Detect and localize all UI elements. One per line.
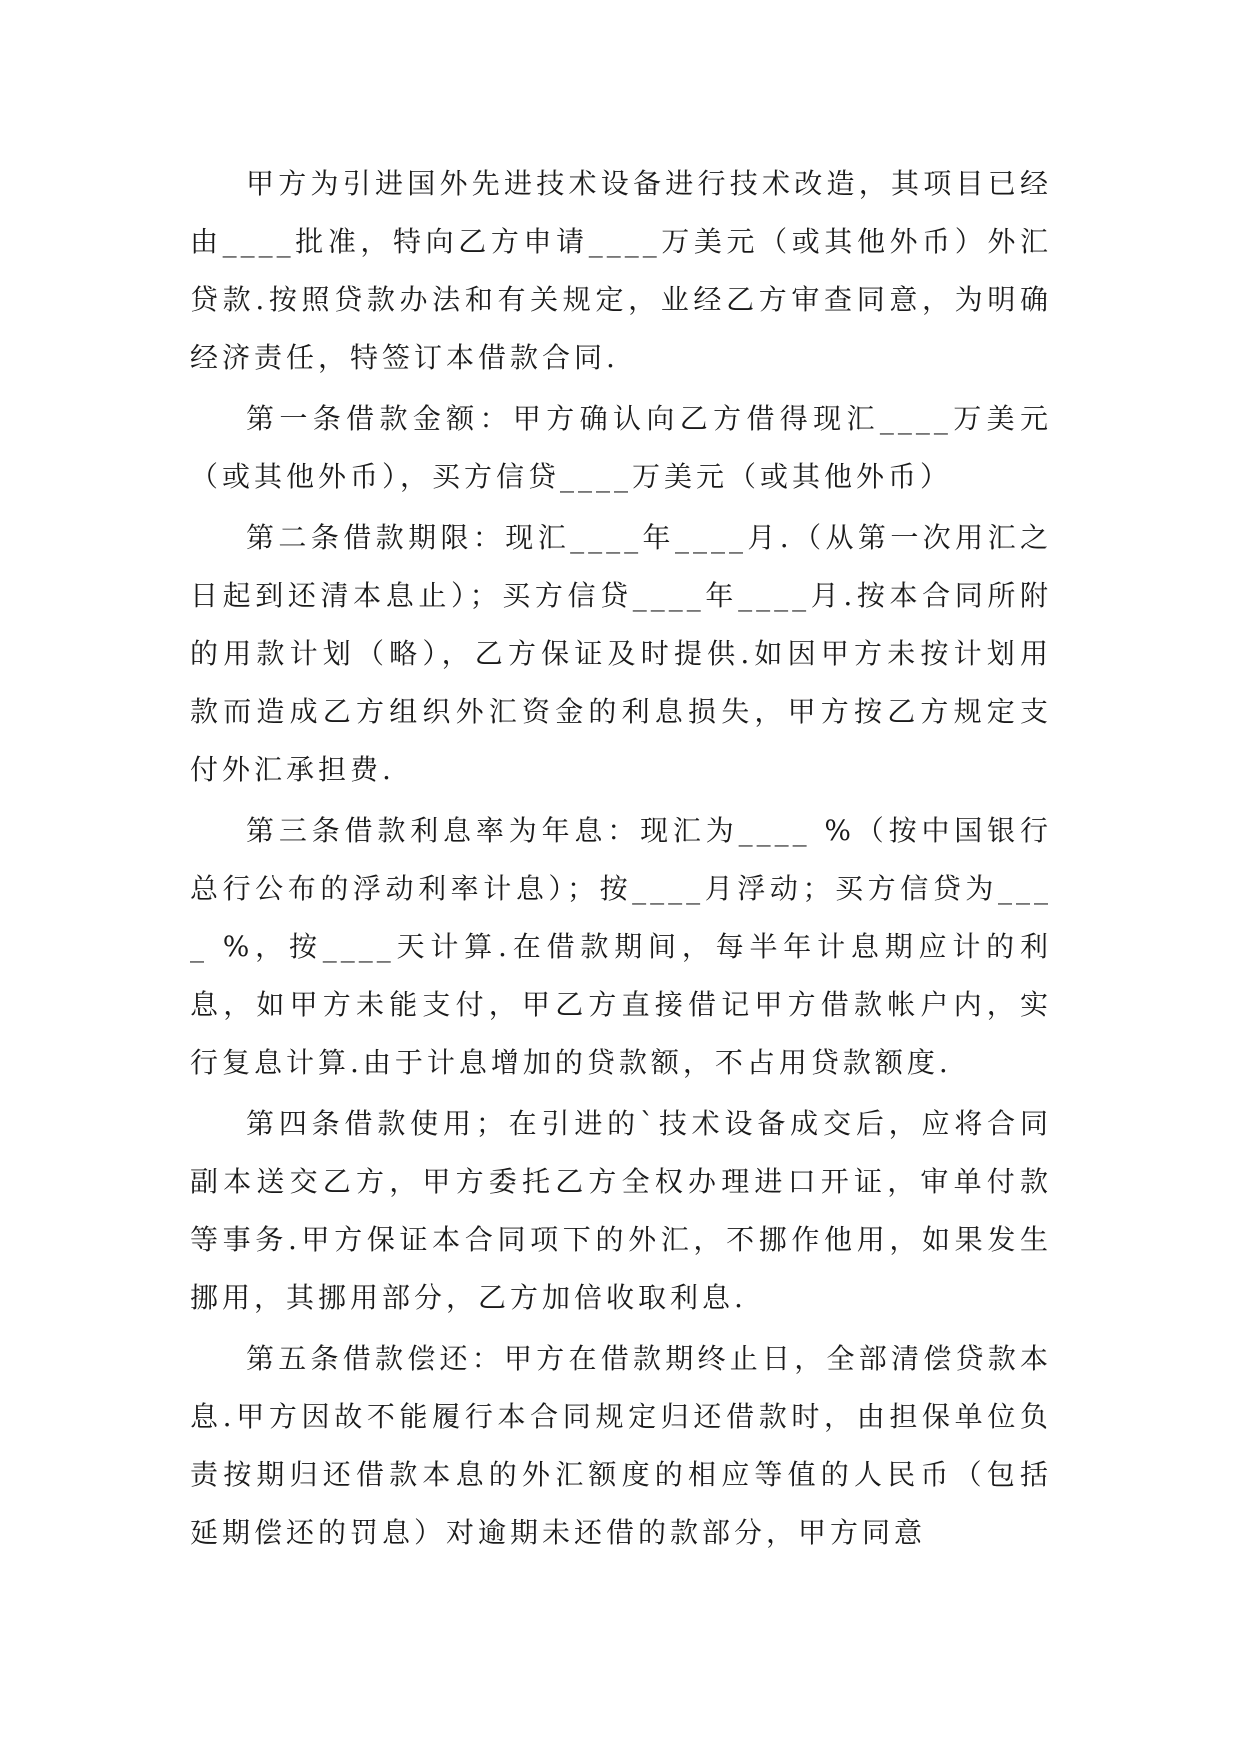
paragraph-article-2: 第二条借款期限：现汇____年____月.（从第一次用汇之日起到还清本息止）；买方信贷____年____月.按本合同所附的用款计划（略），乙方保证及时提供.如因甲方未按计划用款而造成乙方组织外汇资金的利息损失，甲方按乙方规定支付外汇承担费.	[190, 521, 1052, 786]
paragraph-preamble: 甲方为引进国外先进技术设备进行技术改造，其项目已经由____批准，特向乙方申请____万美元（或其他外币）外汇贷款.按照贷款办法和有关规定，业经乙方审查同意，为明确经济责任，特签订本借款合同.	[190, 167, 1052, 374]
paragraph-article-1: 第一条借款金额：甲方确认向乙方借得现汇____万美元（或其他外币），买方信贷____万美元（或其他外币）	[190, 402, 1052, 493]
document-body	[190, 155, 1052, 1565]
paragraph-article-3: 第三条借款利息率为年息：现汇为____ %（按中国银行总行公布的浮动利率计息）；按____月浮动；买方信贷为____ %，按____天计算.在借款期间，每半年计息期应计的利息，如甲方未能支付，甲乙方直接借记甲方借款帐户内，实行复息计算.由于计息增加的贷款额，不占用贷款额度.	[190, 814, 1052, 1079]
paragraph-article-4: 第四条借款使用；在引进的`技术设备成交后，应将合同副本送交乙方，甲方委托乙方全权办理进口开证，审单付款等事务.甲方保证本合同项下的外汇，不挪作他用，如果发生挪用，其挪用部分，乙方加倍收取利息.	[190, 1107, 1052, 1314]
paragraph-article-5: 第五条借款偿还：甲方在借款期终止日，全部清偿贷款本息.甲方因故不能履行本合同规定归还借款时，由担保单位负责按期归还借款本息的外汇额度的相应等值的人民币（包括延期偿还的罚息）对逾期未还借的款部分，甲方同意	[190, 1342, 1052, 1549]
